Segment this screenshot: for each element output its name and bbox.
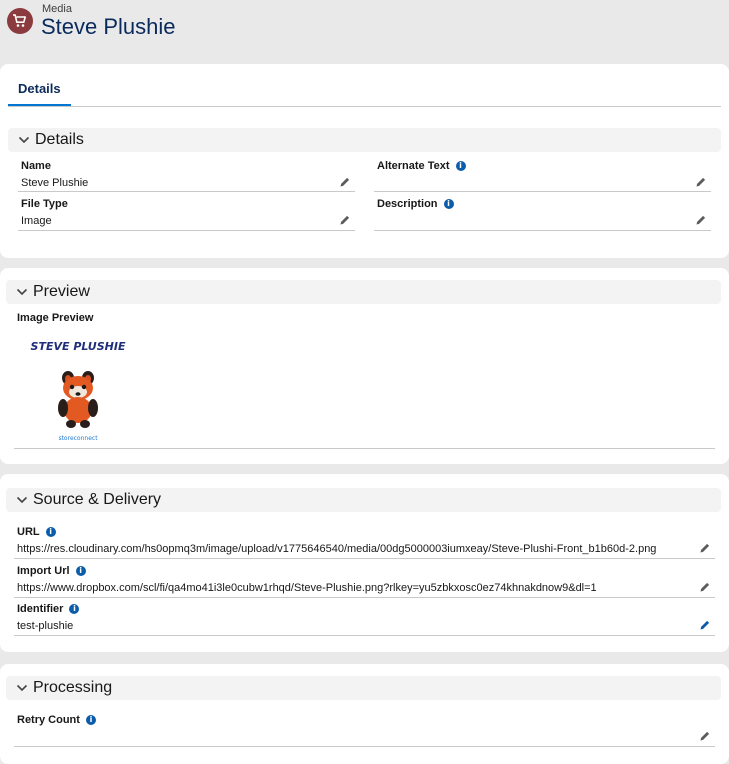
- info-icon[interactable]: i: [46, 527, 56, 537]
- page-title: Steve Plushie: [41, 14, 176, 39]
- pencil-icon[interactable]: [695, 176, 707, 188]
- field-divider: [14, 746, 715, 747]
- section-title: Preview: [33, 283, 90, 300]
- field-retry-count: [17, 714, 715, 747]
- preview-image-caption: STEVE PLUSHIE: [30, 340, 126, 353]
- field-label-text: Alternate Text: [377, 160, 450, 172]
- field-label: [17, 603, 79, 615]
- tab-details[interactable]: Details: [8, 80, 71, 106]
- chevron-down-icon: [15, 681, 29, 695]
- section-title: Details: [35, 131, 84, 148]
- field-label: [17, 714, 96, 726]
- info-icon[interactable]: i: [76, 566, 86, 576]
- section-header-processing[interactable]: [6, 676, 721, 700]
- field-label: [17, 526, 56, 538]
- info-icon[interactable]: i: [86, 715, 96, 725]
- section-header-details[interactable]: [8, 128, 721, 152]
- field-divider: [18, 230, 355, 231]
- object-type-label: Media: [42, 3, 72, 15]
- section-title: Source & Delivery: [33, 491, 162, 508]
- field-file-type: [21, 198, 355, 230]
- field-divider: [14, 558, 715, 559]
- field-divider: [374, 191, 711, 192]
- pencil-icon[interactable]: [339, 214, 351, 226]
- field-alternate-text: [377, 160, 711, 192]
- field-label: [17, 565, 86, 577]
- field-value: https://www.dropbox.com/scl/fi/qa4mo41i3le0cubw1rhqd/Steve-Plushie.png?rlkey=yu5zbkxosc0ez74khnakdnow9&dl=1: [17, 582, 597, 594]
- field-label-text: Identifier: [17, 603, 64, 615]
- field-description: [377, 198, 711, 230]
- tab-bar: [8, 80, 721, 107]
- info-icon[interactable]: i: [444, 199, 454, 209]
- section-title: Processing: [33, 679, 113, 696]
- field-divider: [14, 597, 715, 598]
- pencil-icon[interactable]: [695, 214, 707, 226]
- pencil-icon[interactable]: [699, 542, 711, 554]
- field-divider: [374, 230, 711, 231]
- field-divider: [14, 448, 715, 449]
- details-card: [0, 64, 729, 258]
- preview-image-brand: storeconnect: [58, 435, 98, 442]
- url-link[interactable]: https://res.cloudinary.com/hs0opmq3m/image/upload/v1775646540/media/00dg5000003iumxeay/Steve-Plushi-Front_b1b60d-2.png: [17, 543, 657, 555]
- field-value: Steve Plushie: [21, 177, 89, 189]
- field-label-text: Retry Count: [17, 714, 80, 726]
- field-label: Name: [21, 160, 51, 172]
- pencil-icon[interactable]: [699, 730, 711, 742]
- field-value: Image: [21, 215, 52, 227]
- info-icon[interactable]: i: [456, 161, 466, 171]
- cart-icon: [7, 8, 33, 34]
- field-divider: [18, 191, 355, 192]
- preview-image: [30, 336, 126, 442]
- field-label: [377, 160, 466, 172]
- chevron-down-icon: [15, 285, 29, 299]
- pencil-icon[interactable]: [699, 619, 711, 631]
- field-name: [21, 160, 355, 192]
- section-header-preview[interactable]: [6, 280, 721, 304]
- source-delivery-card: [0, 474, 729, 652]
- field-url: [17, 526, 715, 559]
- field-image-preview: [17, 312, 715, 449]
- chevron-down-icon: [17, 133, 31, 147]
- field-value: test-plushie: [17, 620, 74, 632]
- record-header: [0, 0, 729, 64]
- field-label: [377, 198, 454, 210]
- field-divider: [14, 635, 715, 636]
- info-icon[interactable]: i: [69, 604, 79, 614]
- section-header-source-delivery[interactable]: [6, 488, 721, 512]
- field-label: File Type: [21, 198, 68, 210]
- field-label-text: Description: [377, 198, 438, 210]
- field-import-url: [17, 565, 715, 598]
- field-identifier: [17, 603, 715, 636]
- chevron-down-icon: [15, 493, 29, 507]
- pencil-icon[interactable]: [699, 581, 711, 593]
- pencil-icon[interactable]: [339, 176, 351, 188]
- field-label-text: Import Url: [17, 565, 70, 577]
- preview-card: [0, 268, 729, 464]
- field-label: Image Preview: [17, 312, 94, 324]
- field-label-text: URL: [17, 526, 40, 538]
- processing-card: [0, 664, 729, 764]
